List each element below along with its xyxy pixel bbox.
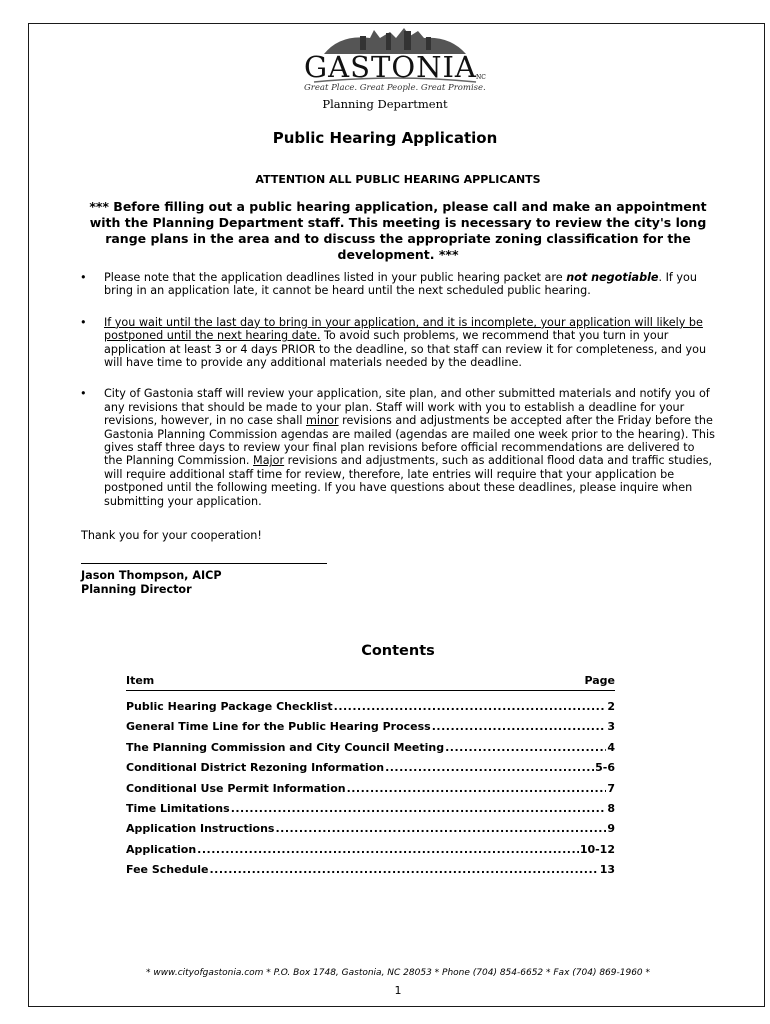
bullet-text: . If you bring in an application late, it cannot be heard until the next scheduled public hearing. <box>104 271 697 298</box>
bullet-text: To avoid such problems, we recommend that you turn in your application at least 3 or 4 days PRIOR to the deadline, so that staff can review it for completeness, and you will have time to provide any additional materials needed by the deadline. <box>104 329 707 370</box>
bullet-dot-icon: • <box>80 387 87 401</box>
toc-row: General Time Line for the Public Hearing Process ..... 3 <box>126 720 615 740</box>
toc-row: Conditional District Rezoning Information ..... 5-6 <box>126 761 615 781</box>
bullet-text: revisions and adjustments be accepted after the Friday before the Gastonia Planning Commission agendas are mailed (agendas are mailed one week prior to the hearing). This gives staff three days to review your final plan revisions before official recommendations are delivered to the Planning Commission. <box>104 414 715 468</box>
bullet-text: Please note that the application deadlines listed in your public hearing packet are <box>104 271 567 284</box>
toc-row: Fee Schedule ..... 13 <box>126 863 615 883</box>
table-of-contents <box>126 674 615 884</box>
bullet-incomplete <box>80 316 716 370</box>
emphasis-text: not negotiable <box>566 271 659 284</box>
toc-row: Time Limitations ..... 8 <box>126 802 615 822</box>
toc-header <box>126 674 615 691</box>
toc-row: Application ..... 10-12 <box>126 843 615 863</box>
underlined-text: minor <box>306 414 339 428</box>
logo-state: NC <box>476 74 486 81</box>
logo-wordmark: GASTONIA <box>304 50 477 84</box>
department-name: Planning Department <box>322 97 448 111</box>
bullet-revisions <box>80 387 716 508</box>
bullet-dot-icon: • <box>80 315 87 329</box>
signature-line <box>81 563 327 564</box>
page-number: 1 <box>394 984 402 997</box>
bullet-dot-icon: • <box>80 271 87 284</box>
bullet-deadlines <box>80 271 716 298</box>
contents-title: Contents <box>361 643 435 659</box>
toc-item-header: Item <box>126 674 155 687</box>
toc-row: The Planning Commission and City Council Meeting ..... 4 <box>126 741 615 761</box>
appointment-notice: *** Before filling out a public hearing application, please call and make an appointment with the Planning Department staff. This meeting is necessary to review the city's long range plans in the area and to discuss the appropriate zoning classification for the development. *** <box>89 199 707 262</box>
toc-page-header: Page <box>584 674 615 687</box>
signatory-name: Jason Thompson, AICP <box>81 569 222 582</box>
toc-row: Application Instructions ..... 9 <box>126 822 615 842</box>
page-title: Public Hearing Application <box>272 129 498 147</box>
bullet-list <box>80 271 716 526</box>
logo-tagline: Great Place. Great People. Great Promise. <box>304 83 486 93</box>
toc-row: Public Hearing Package Checklist ..... 2 <box>126 700 615 720</box>
underlined-text: Major <box>253 454 285 468</box>
signatory-role: Planning Director <box>81 583 192 596</box>
toc-row: Conditional Use Permit Information ..... 7 <box>126 782 615 802</box>
bullet-text: revisions and adjustments, such as additional flood data and traffic studies, will require additional staff time for review, therefore, late entries will require that your application be postponed until the following meeting. If you have questions about these deadlines, please inquire when submitting your application. <box>104 454 713 508</box>
attention-heading: ATTENTION ALL PUBLIC HEARING APPLICANTS <box>255 173 541 186</box>
gastonia-logo <box>300 28 490 98</box>
thanks-text: Thank you for your cooperation! <box>81 529 262 542</box>
footer-contact: * www.cityofgastonia.com * P.O. Box 1748, Gastonia, NC 28053 * Phone (704) 854-6652 * Fax (704) 869-1960 * <box>145 968 651 978</box>
bullet-text: City of Gastonia staff will review your application, site plan, and other submitted materials and notify you of any revisions that should be made to your plan. Staff will work with you to establish a deadline for your revisions, however, in no case shall <box>104 387 710 428</box>
underlined-text: If you wait until the last day to bring in your application, and it is incomplete, your application will likely be postponed until the next hearing date. <box>104 315 703 343</box>
